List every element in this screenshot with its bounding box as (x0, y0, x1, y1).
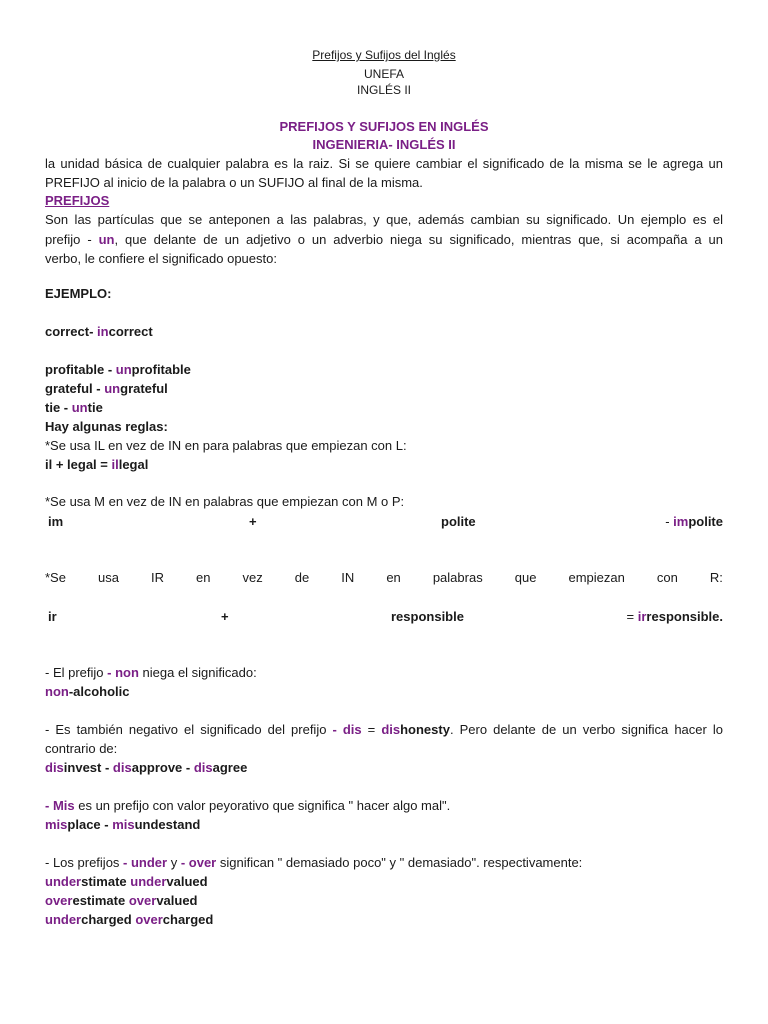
prefijos-heading-text: PREFIJOS (45, 193, 110, 208)
ir-rule-word: vez (242, 570, 263, 585)
ir-rule-word: en (196, 570, 211, 585)
word-root: responsible. (646, 609, 723, 624)
ir-rule-word: en (386, 570, 401, 585)
prefix: non (45, 684, 69, 699)
word-root: approve - (131, 760, 194, 775)
word-root: legal (118, 457, 149, 472)
prefix: un (115, 362, 132, 377)
ir-rule-word: que (514, 570, 537, 585)
dis-examples (45, 760, 723, 776)
word-root: polite (688, 514, 723, 529)
dis-rule-line-2: contrario de: (45, 741, 118, 756)
prefix: over (128, 893, 157, 908)
text-fragment: , que delante de un adjetivo o un adverbio niega su significado, mientras que, si acompaña a un (114, 232, 723, 247)
text-fragment: niega el significado: (138, 665, 257, 680)
word-root: estimate (72, 893, 129, 908)
under-over-row-1 (45, 874, 723, 890)
reglas-heading: Hay algunas reglas: (45, 419, 168, 434)
ir-rule-word: de (294, 570, 310, 585)
ir-rule (45, 570, 723, 586)
intro-line-1: la unidad básica de cualquier palabra es la raiz. Si se quiere cambiar el significado de la misma se le agrega un (45, 156, 723, 171)
text-fragment: - (665, 514, 674, 529)
prefix: over (45, 893, 73, 908)
text-fragment: - Los prefijos (45, 855, 124, 870)
il-rule: *Se usa IL en vez de IN en para palabras que empiezan con L: (45, 438, 407, 453)
under-over-rule (45, 855, 723, 871)
title-text: Prefijos y Sufijos del Inglés (312, 48, 456, 62)
word-root: charged (162, 912, 214, 927)
example-correct (45, 324, 723, 340)
ejemplo-label: EJEMPLO: (45, 286, 112, 301)
section-heading-1: PREFIJOS Y SUFIJOS EN INGLÉS (279, 119, 489, 134)
word-root: invest - (63, 760, 113, 775)
under-over-row-3 (45, 912, 723, 928)
word-root: valued (166, 874, 208, 889)
example-profitable (45, 362, 723, 378)
prefix: dis (45, 760, 64, 775)
prefix: under (45, 912, 82, 927)
text-fragment: = (626, 609, 638, 624)
ir-rule-words (45, 570, 723, 586)
section-heading-2: INGENIERIA- INGLÉS II (312, 137, 456, 152)
text-fragment: . Pero delante de un verbo significa hacer lo (449, 722, 723, 737)
word-root: stimate (81, 874, 131, 889)
prefix: in (97, 324, 109, 339)
mis-rule (45, 798, 723, 814)
ir-rule-word: *Se (45, 570, 66, 585)
non-rule (45, 665, 723, 681)
prefix: un (104, 381, 121, 396)
ir-rule-word: palabras (432, 570, 483, 585)
word-root: valued (156, 893, 198, 908)
result-cell (665, 514, 723, 530)
prefix: under (130, 874, 167, 889)
text-fragment: prefijo - (45, 232, 99, 247)
prefix: ir (637, 609, 647, 624)
ir-prefix-cell: ir (48, 609, 57, 624)
dis-rule-line-1 (45, 722, 723, 738)
text-fragment: es un prefijo con valor peyorativo que significa " hacer algo mal". (74, 798, 451, 813)
word-root: -alcoholic (68, 684, 130, 699)
text-fragment: = (361, 722, 382, 737)
prefix: im (673, 514, 689, 529)
prefix: - non (107, 665, 139, 680)
prefix: il (111, 457, 119, 472)
word-root: place - (67, 817, 113, 832)
im-rule: *Se usa M en vez de IN en palabras que empiezan con M o P: (45, 494, 405, 509)
prefijos-line-3: verbo, le confiere el significado opuesto: (45, 251, 277, 266)
text-fragment: - El prefijo (45, 665, 108, 680)
word-root: honesty (400, 722, 450, 737)
prefijos-line-2 (45, 232, 723, 248)
result-cell (627, 609, 723, 625)
prefix: - Mis (45, 798, 75, 813)
ir-rule-word: IN (341, 570, 355, 585)
prefix: dis (112, 760, 132, 775)
prefix: mis (45, 817, 68, 832)
prefix: over (135, 912, 163, 927)
word-root: grateful - (45, 381, 105, 396)
word-root: agree (212, 760, 248, 775)
prefix-un: un (98, 232, 115, 247)
document-title (45, 47, 723, 63)
prefix: dis (381, 722, 401, 737)
under-over-row-2 (45, 893, 723, 909)
ir-rule-word: empiezan (568, 570, 625, 585)
prefix: - dis (332, 722, 362, 737)
word-root: tie - (45, 400, 72, 415)
non-example (45, 684, 723, 700)
root-cell: polite (441, 514, 476, 529)
prefix: dis (193, 760, 213, 775)
prefix: under (45, 874, 82, 889)
text-fragment: y (167, 855, 181, 870)
word-root: grateful (120, 381, 168, 396)
example-grateful (45, 381, 723, 397)
word-root: profitable (131, 362, 191, 377)
org-name: UNEFA (363, 67, 404, 81)
im-prefix-cell: im (48, 514, 64, 529)
word-root: il + legal = (45, 457, 112, 472)
prefijos-heading (45, 193, 723, 209)
prefix: - under (123, 855, 168, 870)
word-root: profitable - (45, 362, 116, 377)
ir-rule-word: usa (98, 570, 119, 585)
prefix: - over (180, 855, 217, 870)
ir-rule-word: IR (151, 570, 164, 585)
word-root: correct- (45, 324, 98, 339)
course-name: INGLÉS II (356, 83, 412, 97)
ir-rule-word: con (656, 570, 678, 585)
plus-cell: + (249, 514, 257, 529)
intro-line-2: PREFIJO al inicio de la palabra o un SUFIJO al final de la misma. (45, 175, 423, 190)
example-tie (45, 400, 723, 416)
mis-examples (45, 817, 723, 833)
text-fragment: significan " demasiado poco" y " demasiado". respectivamente: (216, 855, 583, 870)
word-root: charged (81, 912, 136, 927)
prefix: mis (112, 817, 135, 832)
word-root: correct (108, 324, 153, 339)
root-cell: responsible (391, 609, 464, 624)
prefix: un (71, 400, 88, 415)
plus-cell: + (221, 609, 229, 624)
prefijos-line-1: Son las partículas que se anteponen a las palabras, y que, además cambian su significado. Un ejemplo es el (45, 212, 723, 227)
word-root: undestand (134, 817, 201, 832)
word-root: tie (87, 400, 103, 415)
text-fragment: - Es también negativo el significado del prefijo (45, 722, 333, 737)
il-example (45, 457, 723, 473)
ir-rule-word: R: (709, 570, 723, 585)
